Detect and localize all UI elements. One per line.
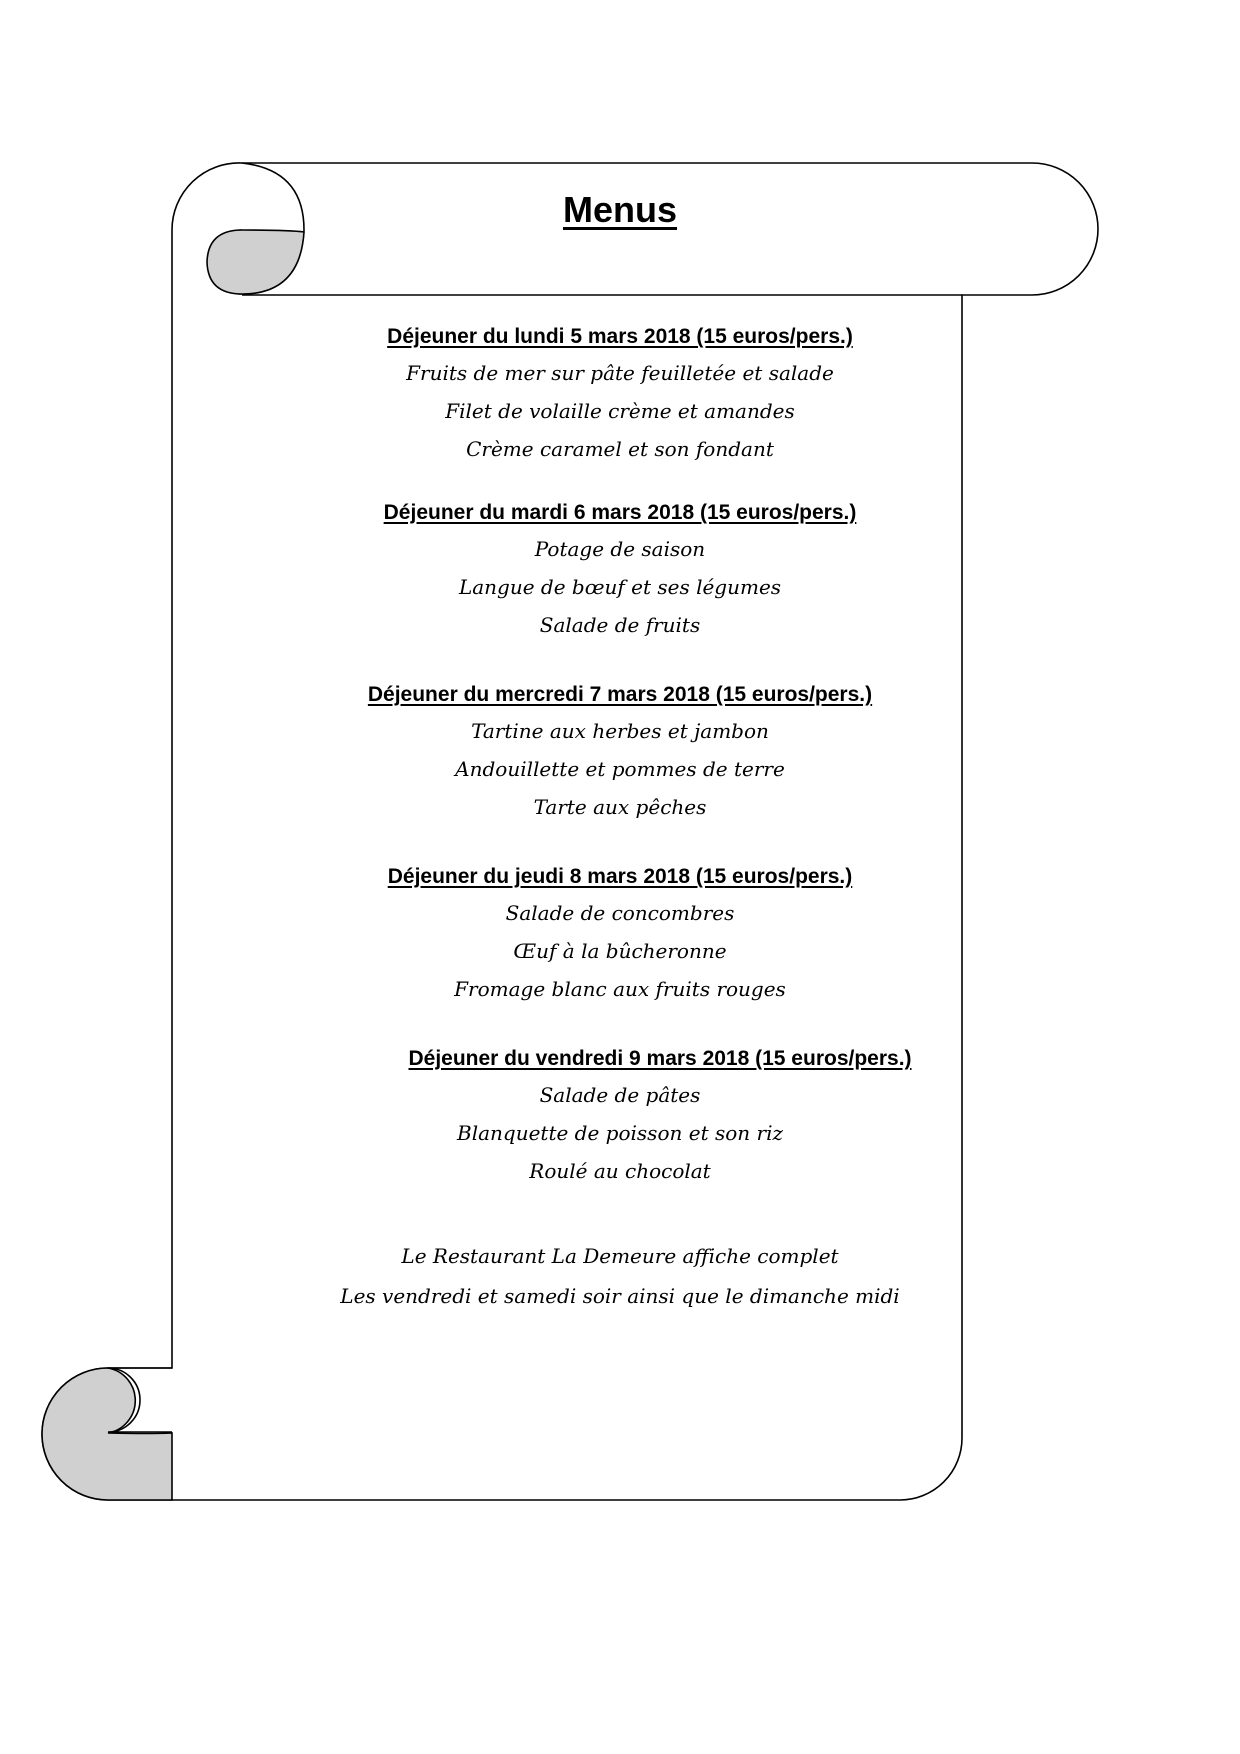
dish-dessert: Tarte aux pêches — [533, 795, 707, 819]
menu-heading: Déjeuner du jeudi 8 mars 2018 (15 euros/pers.) — [387, 865, 853, 888]
dish-main: Langue de bœuf et ses légumes — [458, 575, 782, 599]
dish-starter: Potage de saison — [534, 537, 706, 561]
dish-dessert: Salade de fruits — [539, 613, 701, 637]
menu-monday — [260, 320, 980, 468]
dish-starter: Salade de pâtes — [539, 1083, 701, 1107]
dish-main: Œuf à la bûcheronne — [513, 939, 727, 963]
menu-friday — [300, 1042, 1020, 1190]
dish-dessert: Fromage blanc aux fruits rouges — [454, 977, 786, 1001]
menu-wednesday — [260, 678, 980, 826]
dish-starter: Tartine aux herbes et jambon — [471, 719, 769, 743]
menu-heading: Déjeuner du vendredi 9 mars 2018 (15 euros/pers.) — [408, 1047, 912, 1070]
dish-dessert: Roulé au chocolat — [529, 1159, 711, 1183]
menu-heading: Déjeuner du mardi 6 mars 2018 (15 euros/pers.) — [383, 501, 857, 524]
notice-line-2: Les vendredi et samedi soir ainsi que le dimanche midi — [340, 1284, 900, 1308]
dish-starter: Salade de concombres — [505, 901, 735, 925]
dish-starter: Fruits de mer sur pâte feuilletée et salade — [406, 361, 834, 385]
notice-line-1: Le Restaurant La Demeure affiche complet — [401, 1244, 839, 1268]
dish-dessert: Crème caramel et son fondant — [466, 437, 774, 461]
page-title: Menus — [562, 189, 677, 230]
dish-main: Blanquette de poisson et son riz — [457, 1121, 783, 1145]
menu-heading: Déjeuner du lundi 5 mars 2018 (15 euros/pers.) — [387, 325, 853, 348]
dish-main: Andouillette et pommes de terre — [455, 757, 785, 781]
restaurant-notice — [260, 1236, 980, 1316]
menu-thursday — [260, 860, 980, 1008]
menu-tuesday — [260, 496, 980, 644]
dish-main: Filet de volaille crème et amandes — [445, 399, 795, 423]
menu-heading: Déjeuner du mercredi 7 mars 2018 (15 euros/pers.) — [367, 683, 873, 706]
